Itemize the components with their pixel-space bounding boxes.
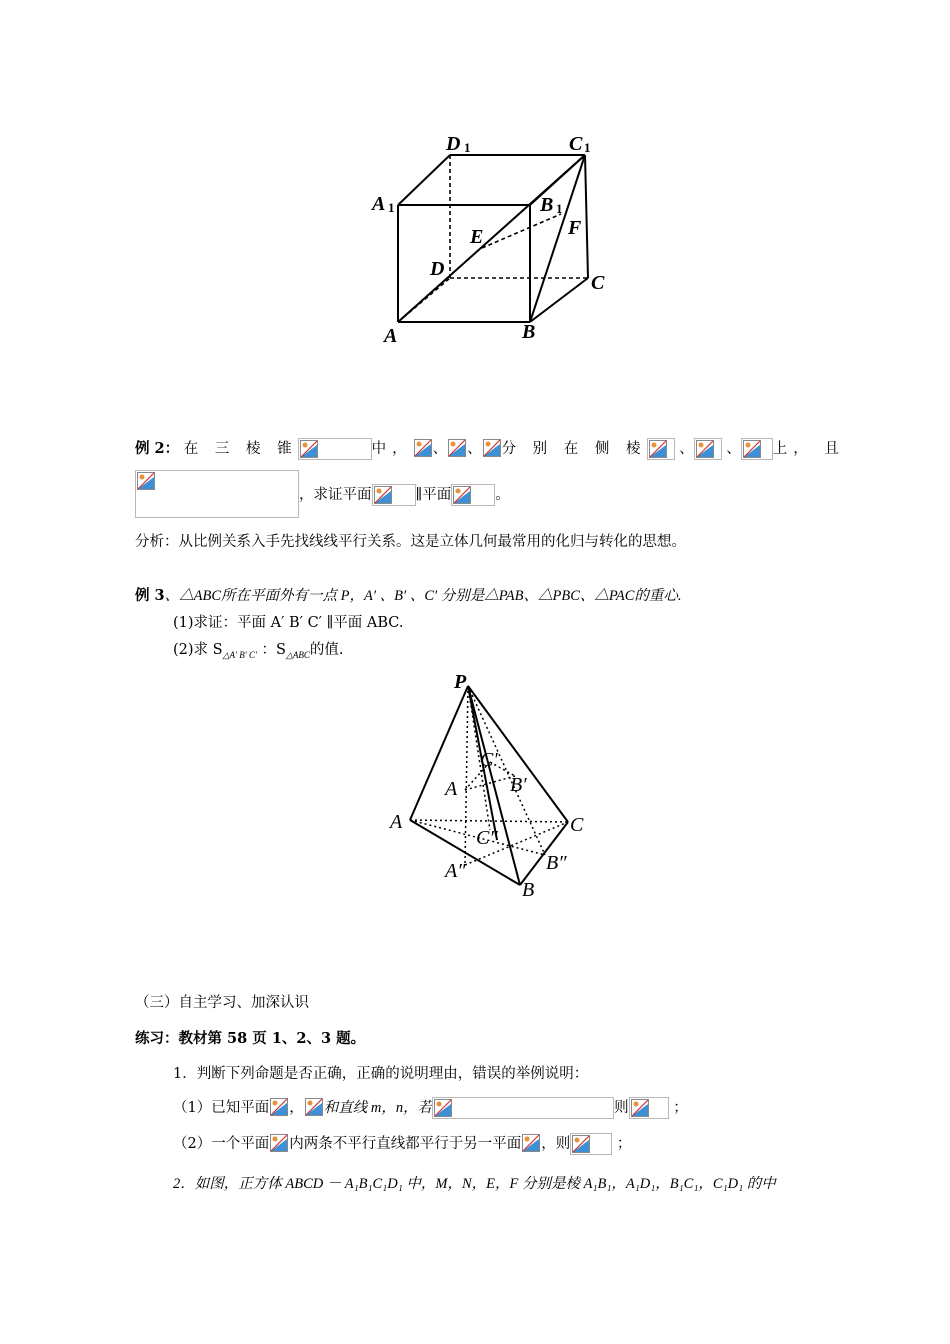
- image-placeholder: [413, 438, 433, 460]
- image-placeholder: [694, 438, 722, 460]
- image-placeholder: [269, 1133, 289, 1155]
- label-a: A: [390, 811, 403, 833]
- image-placeholder: [451, 484, 495, 506]
- broken-image-icon: [137, 472, 155, 490]
- broken-image-icon: [270, 1134, 288, 1152]
- label-c1: C: [569, 133, 583, 155]
- q2-mid: ：S: [256, 642, 286, 658]
- label-a-prime: A: [445, 778, 458, 800]
- example2-text-7: 。: [495, 487, 510, 503]
- p1-2-text-d: ；: [616, 1136, 632, 1152]
- broken-image-icon: [374, 486, 392, 504]
- label-e: E: [470, 226, 484, 248]
- image-placeholder: [298, 438, 372, 460]
- section-heading: （三）自主学习、加深认识: [135, 995, 309, 1011]
- image-placeholder: [432, 1097, 614, 1119]
- broken-image-icon: [649, 440, 667, 458]
- broken-image-icon: [522, 1134, 540, 1152]
- label-c-double-prime: C″: [476, 827, 498, 849]
- image-placeholder: [647, 438, 675, 460]
- image-placeholder: [482, 438, 502, 460]
- image-placeholder: [304, 1097, 324, 1119]
- example2-text-1: 在 三 棱 锥: [183, 441, 298, 457]
- broken-image-icon: [270, 1098, 288, 1116]
- label-b1-sub: 1: [556, 201, 563, 216]
- label-b: B: [522, 879, 535, 901]
- broken-image-icon: [631, 1099, 649, 1117]
- problem-1-2: [173, 1132, 631, 1155]
- example2-line1: 例 2： 在 三 棱 锥 中， 、 、 分 别 在 侧 棱 、 、 上， 且: [135, 437, 845, 460]
- broken-image-icon: [300, 440, 318, 458]
- problem-2: 2．如图，正方体 ABCD － A₁B₁C₁D₁ 中，M，N，E，F 分别是棱 A₁B₁，A₁D₁，B₁C₁，C₁D₁ 的中: [173, 1176, 776, 1192]
- example2-analysis: 分析：从比例关系入手先找线线平行关系。这是立体几何最常用的化归与转化的思想。: [135, 534, 686, 550]
- label-d: D: [430, 258, 445, 280]
- problem-1-1: （1）已知平面 ， 和直线 m，n，若 则 ；: [173, 1096, 688, 1119]
- label-a1: A: [372, 193, 386, 215]
- example3-statement: 、△ABC所在平面外有一点 P，A′ 、B′ 、C′ 分别是△PAB、△PBC、△PAC的重心.: [164, 588, 682, 604]
- broken-image-icon: [305, 1098, 323, 1116]
- tetrahedron-figure: [385, 665, 595, 905]
- broken-image-icon: [448, 439, 466, 457]
- label-c-prime: C′: [480, 749, 498, 771]
- label-f: F: [568, 217, 582, 239]
- image-placeholder: [269, 1097, 289, 1119]
- broken-image-icon: [572, 1135, 590, 1153]
- example2-text-6: ∥平面: [415, 487, 452, 503]
- example3-label: 例 3: [135, 587, 165, 604]
- image-placeholder: [372, 484, 416, 506]
- broken-image-icon: [743, 440, 761, 458]
- example2-text-5: ，求证平面: [299, 487, 372, 503]
- problem-1: 1．判断下列命题是否正确，正确的说明理由，错误的举例说明：: [173, 1066, 589, 1082]
- image-placeholder: [135, 470, 299, 518]
- label-d1-sub: 1: [464, 140, 471, 155]
- example3-question2: [173, 638, 344, 661]
- broken-image-icon: [696, 440, 714, 458]
- broken-image-icon: [414, 439, 432, 457]
- p1-1-text-b: 和直线 m，n，若: [323, 1100, 433, 1116]
- label-d1: D: [446, 133, 461, 155]
- example2-text-2: 中，: [371, 441, 413, 457]
- image-placeholder: [521, 1133, 541, 1155]
- p1-1-text-a: （1）已知平面: [173, 1100, 270, 1116]
- example3-line1: [135, 584, 682, 605]
- p1-1-text-d: ；: [673, 1100, 688, 1116]
- example3-question1: (1)求证：平面 A′ B′ C′ ∥平面 ABC.: [173, 615, 404, 631]
- example2-label: 例 2：: [135, 440, 180, 457]
- p1-2-text-c: ，则: [541, 1136, 571, 1152]
- label-b: B: [522, 321, 536, 343]
- broken-image-icon: [483, 439, 501, 457]
- label-c: C: [570, 814, 584, 836]
- broken-image-icon: [434, 1099, 452, 1117]
- image-placeholder: [447, 438, 467, 460]
- q2-prefix: (2)求 S: [173, 642, 223, 658]
- broken-image-icon: [453, 486, 471, 504]
- q2-subscript-2: △ABC: [285, 649, 310, 660]
- example2-text-3: 分 别 在 侧 棱: [501, 441, 647, 457]
- image-placeholder: [629, 1097, 669, 1119]
- image-placeholder: [741, 438, 773, 460]
- q2-subscript-1: △A′ B′ C′: [222, 649, 257, 660]
- p1-2-text-b: 内两条不平行直线都平行于另一平面: [289, 1136, 522, 1152]
- p1-1-text-c: 则: [614, 1100, 629, 1116]
- label-a: A: [384, 325, 398, 347]
- p1-2-text-a: （2）一个平面: [173, 1136, 270, 1152]
- exercise-line: 练习：教材第 58 页 1、2、3 题。: [135, 1030, 366, 1047]
- label-c1-sub: 1: [584, 140, 591, 155]
- cube-figure: [360, 125, 620, 350]
- example2-text-4: 上， 且: [772, 441, 845, 457]
- q2-suffix: 的值.: [309, 642, 344, 658]
- label-a-double-prime: A″: [445, 860, 466, 882]
- image-placeholder: [570, 1133, 612, 1155]
- label-p: P: [454, 671, 467, 693]
- label-b1: B: [540, 194, 554, 216]
- label-b-double-prime: B″: [546, 852, 567, 874]
- label-c: C: [591, 272, 605, 294]
- label-a1-sub: 1: [388, 200, 395, 215]
- label-b-prime: B′: [510, 774, 527, 796]
- example2-line2: [135, 470, 510, 518]
